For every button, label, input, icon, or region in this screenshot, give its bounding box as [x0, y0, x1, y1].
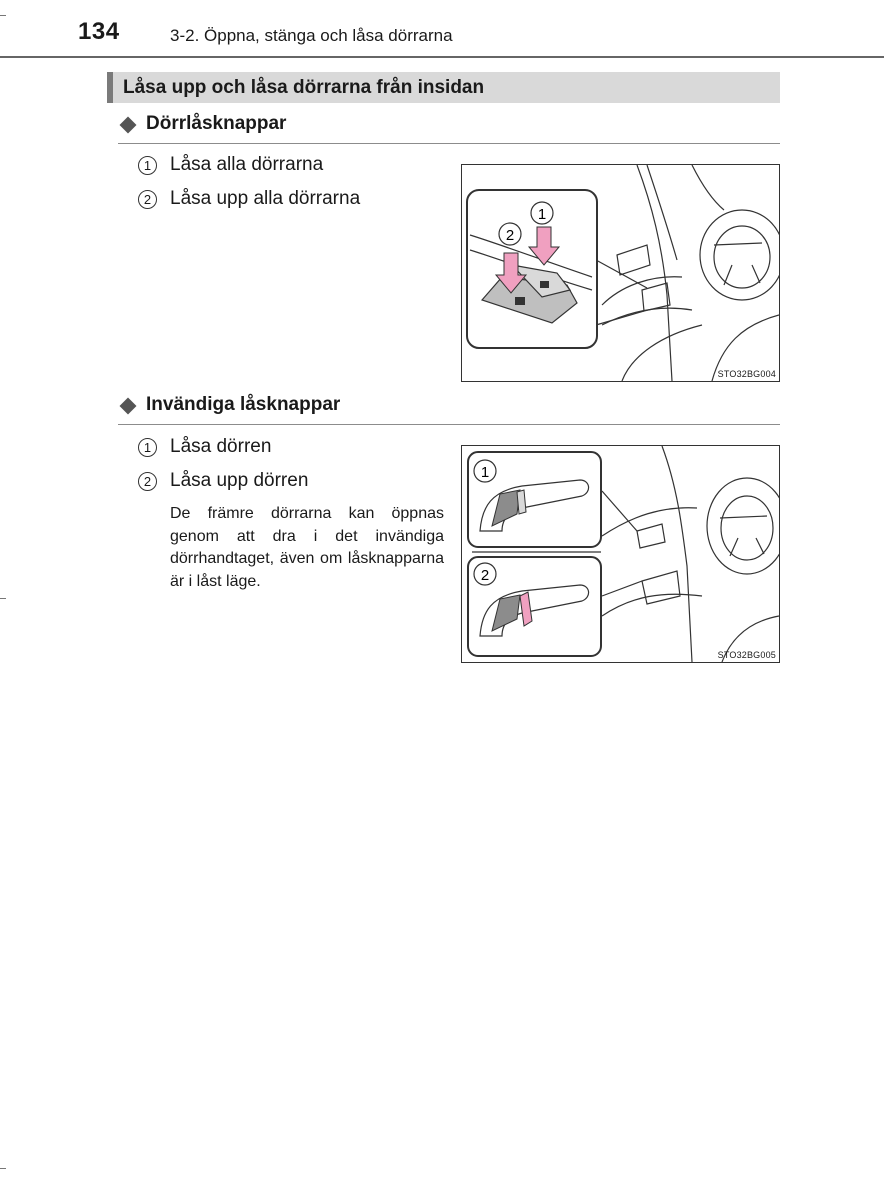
diamond-bullet-icon: [120, 117, 137, 134]
inside-lock-button-illustration: [462, 446, 779, 662]
edge-mark: [0, 598, 6, 599]
item-text: Låsa upp alla dörrarna: [170, 188, 361, 209]
figure-code: STO32BG004: [717, 369, 776, 379]
figure-door-lock-switch: [461, 164, 780, 382]
callout-1-label: 1: [537, 206, 547, 223]
chapter-title: 3-2. Öppna, stänga och låsa dörrarna: [170, 26, 453, 45]
callout-2: [474, 563, 496, 585]
note-text: De främre dörrarna kan öppnas genom att dra i det invändiga dörrhandtaget, även om låsknapparna är i låst läge.: [170, 505, 444, 590]
sub-heading-inside-lock-buttons: [118, 394, 780, 425]
item-text: Låsa alla dörrarna: [170, 154, 324, 175]
item-number-badge: 2: [138, 190, 157, 209]
page-number: 134: [78, 18, 120, 45]
callout-2-label: 2: [480, 567, 490, 584]
diamond-bullet-icon: [120, 398, 137, 415]
item-number-badge: 2: [138, 472, 157, 491]
sub-heading-title: Invändiga låsknappar: [146, 394, 341, 415]
sub-heading-title: Dörrlåsknappar: [146, 113, 287, 134]
item-number-badge: 1: [138, 438, 157, 457]
callout-2: [499, 223, 521, 245]
sub-heading-door-lock-switches: [118, 113, 780, 144]
section-banner: [107, 72, 780, 103]
item-text: Låsa dörren: [170, 436, 272, 457]
figure-code: STO32BG005: [717, 650, 776, 660]
callout-1: [531, 202, 553, 224]
edge-mark: [0, 15, 6, 16]
figure-inside-lock-button: [461, 445, 780, 663]
callout-2-label: 2: [505, 227, 515, 244]
door-lock-switch-illustration: [462, 165, 779, 381]
callout-1-label: 1: [480, 464, 490, 481]
item-text: Låsa upp dörren: [170, 470, 309, 491]
header-rule: [0, 56, 884, 58]
edge-mark: [0, 1168, 6, 1169]
item-number-badge: 1: [138, 156, 157, 175]
section-title: Låsa upp och låsa dörrarna från insidan: [123, 77, 485, 98]
callout-1: [474, 460, 496, 482]
